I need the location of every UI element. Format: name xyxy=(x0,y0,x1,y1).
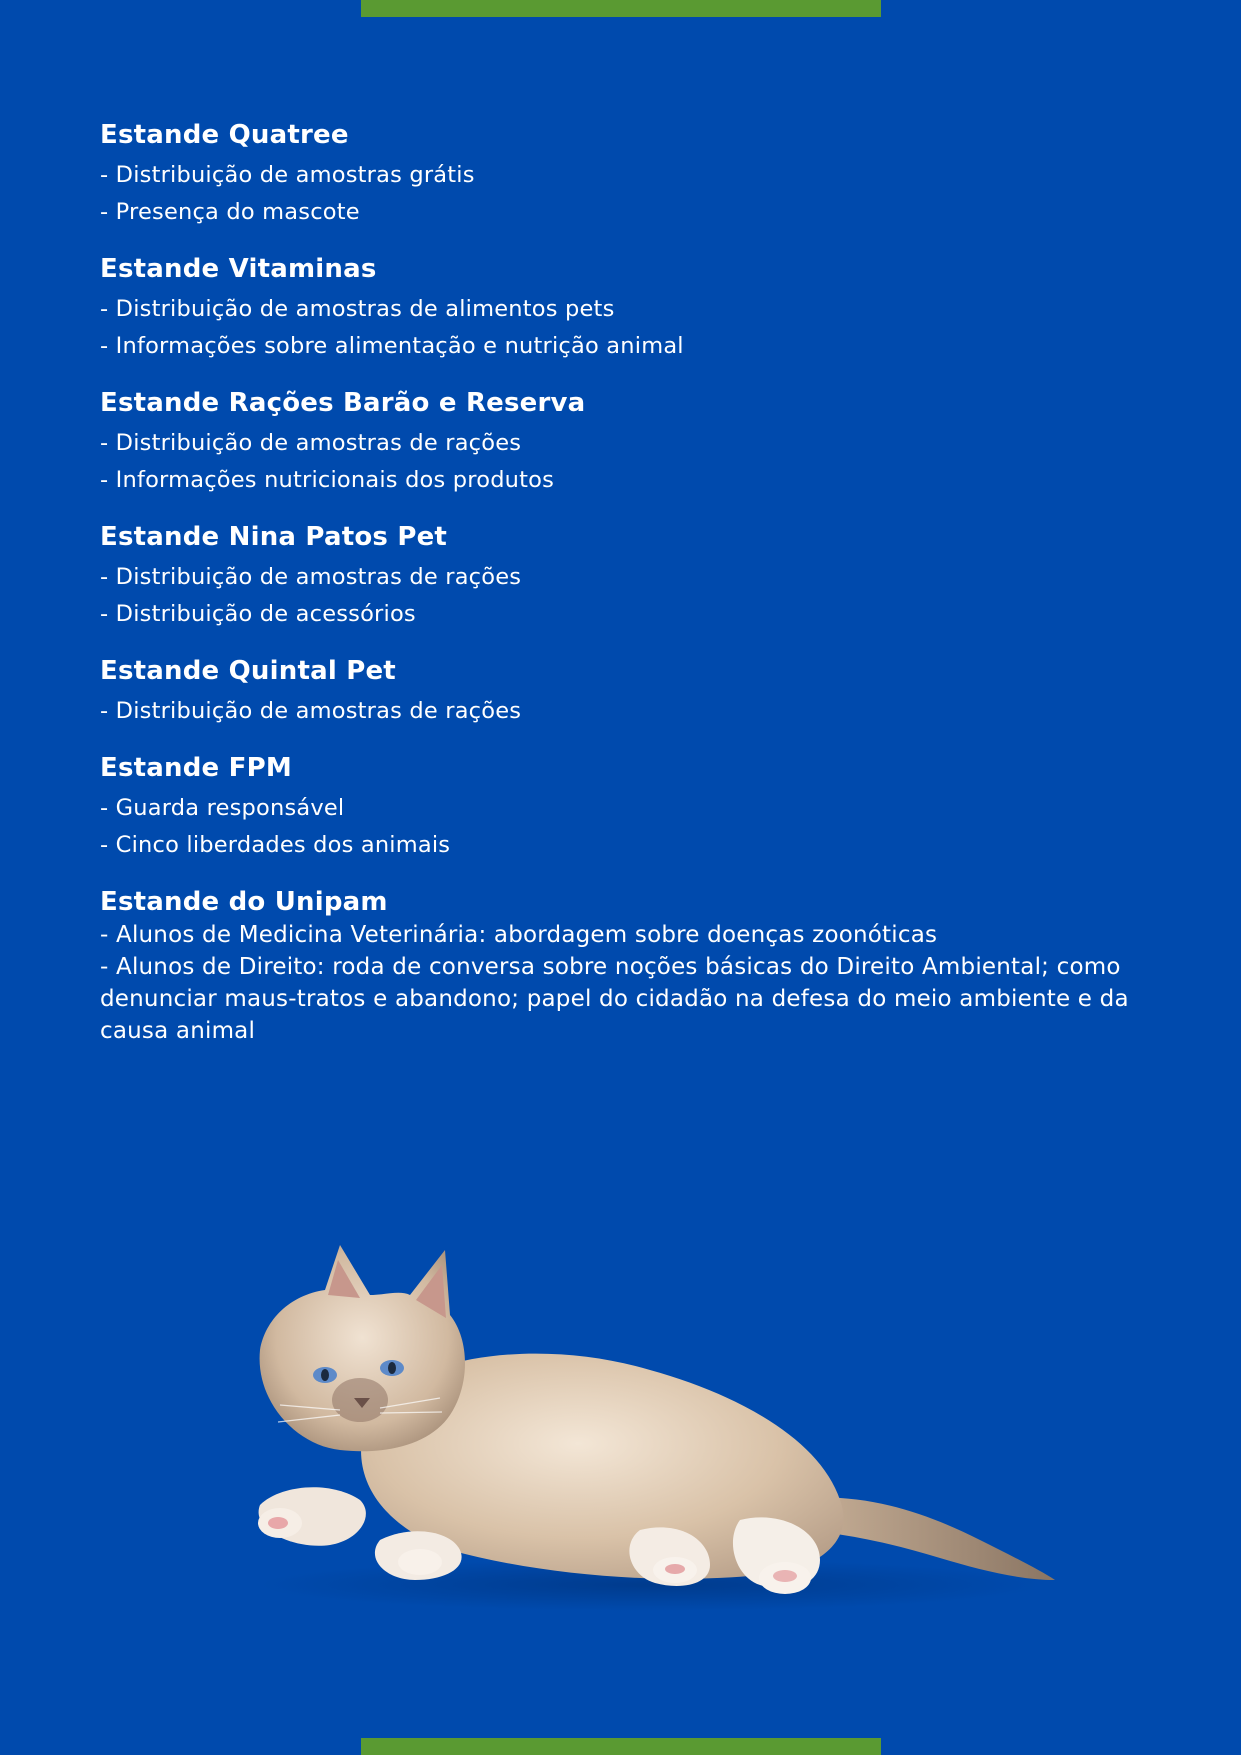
booth-section-quintal-pet xyxy=(100,654,1150,730)
booth-title: Estande Nina Patos Pet xyxy=(100,522,448,552)
booth-item: - Distribuição de amostras de alimentos pets xyxy=(100,296,615,322)
booth-section-fpm xyxy=(100,751,1150,864)
booth-item: - Presença do mascote xyxy=(100,199,360,225)
bottom-accent-bar xyxy=(361,1738,881,1755)
booth-item: - Distribuição de amostras de rações xyxy=(100,564,522,590)
booth-section-racoes-barao xyxy=(100,386,1150,499)
booth-section-vitaminas xyxy=(100,252,1150,365)
booth-title: Estande Vitaminas xyxy=(100,254,377,284)
booth-item: - Distribuição de amostras de rações xyxy=(100,430,522,456)
booth-title: Estande Quatree xyxy=(100,120,349,150)
booth-title: Estande Rações Barão e Reserva xyxy=(100,388,586,418)
booth-title: Estande do Unipam xyxy=(100,887,388,917)
booth-item: - Guarda responsável xyxy=(100,795,345,821)
booth-section-unipam xyxy=(100,885,1150,1047)
booth-list xyxy=(100,118,1150,1068)
booth-item: - Distribuição de acessórios xyxy=(100,601,416,627)
booth-item: - Alunos de Direito: roda de conversa sobre noções básicas do Direito Ambiental; como denunciar maus-tratos e abandono; papel do cidadão na defesa do meio ambiente e da causa animal xyxy=(100,954,1129,1044)
booth-item: - Distribuição de amostras de rações xyxy=(100,698,522,724)
kitten-photo-icon xyxy=(220,1240,1060,1620)
booth-section-nina-patos xyxy=(100,520,1150,633)
booth-item: - Informações nutricionais dos produtos xyxy=(100,467,555,493)
booth-item: - Cinco liberdades dos animais xyxy=(100,832,451,858)
booth-item: - Alunos de Medicina Veterinária: abordagem sobre doenças zoonóticas xyxy=(100,922,938,948)
booth-title: Estande Quintal Pet xyxy=(100,656,396,686)
booth-item: - Distribuição de amostras grátis xyxy=(100,162,475,188)
booth-item: - Informações sobre alimentação e nutrição animal xyxy=(100,333,684,359)
booth-section-quatree xyxy=(100,118,1150,231)
booth-title: Estande FPM xyxy=(100,753,292,783)
top-accent-bar xyxy=(361,0,881,17)
